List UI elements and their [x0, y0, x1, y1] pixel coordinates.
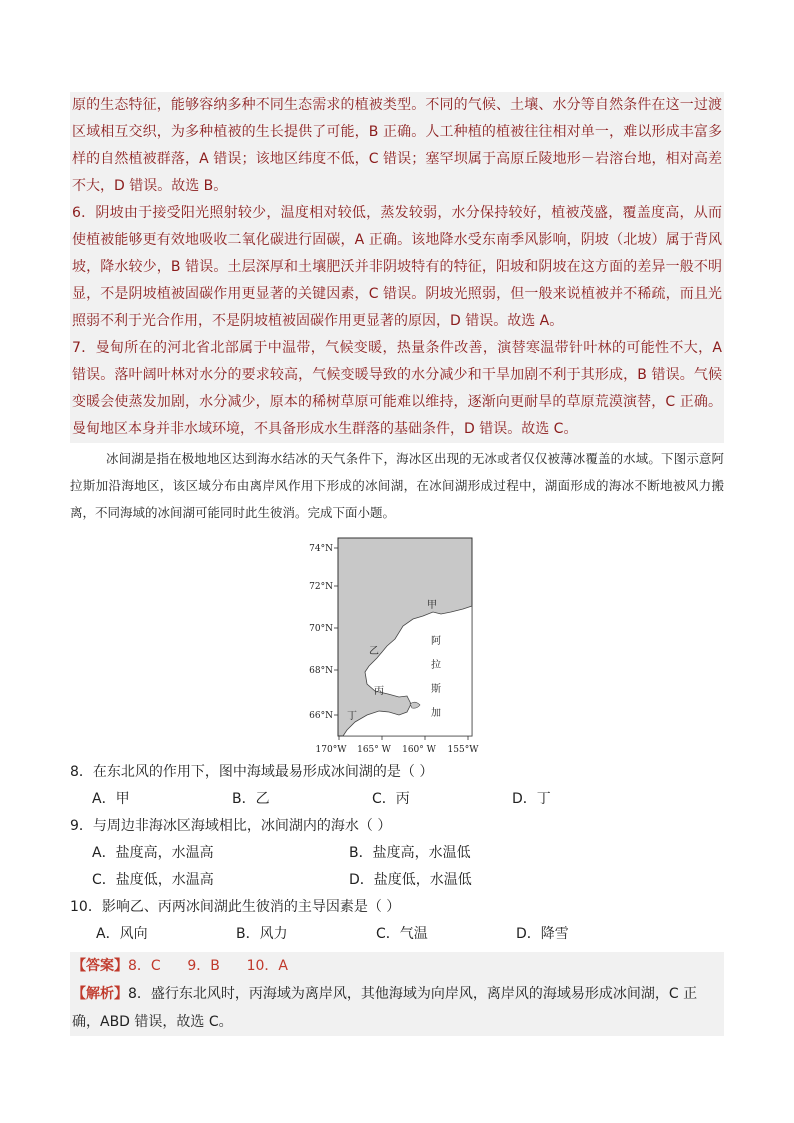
question-10 [70, 894, 724, 948]
option[interactable]: D．丁 [512, 791, 551, 807]
analysis-tag: 【解析】 [72, 986, 128, 1002]
marker-bing: 丙 [374, 686, 384, 697]
option[interactable]: C．丙 [372, 791, 410, 807]
lat-label: 68°N [309, 666, 333, 676]
option[interactable]: A．盐度高，水温高 [92, 845, 214, 861]
land-label-char: 斯 [431, 684, 441, 695]
question-stem: 9．与周边非海冰区海域相比，冰间湖内的海水（ ） [70, 818, 392, 834]
question-stem: 10．影响乙、丙两冰间湖此生彼消的主导因素是（ ） [70, 899, 401, 915]
option-row [70, 867, 724, 894]
option[interactable]: B．盐度高，水温低 [349, 845, 471, 861]
answer-line [72, 952, 722, 980]
alaska-map-figure [303, 534, 503, 759]
option[interactable]: C．气温 [376, 926, 428, 942]
alaska-map [303, 534, 503, 759]
explanation-paragraph: 7．曼甸所在的河北省北部属于中温带，气候变暖，热量条件改善，演替寒温带针叶林的可能性不大，A 错误。落叶阔叶林对水分的要求较高，气候变暖导致的水分减少和干旱加剧不利于其形成，B 错误。气候变暖会使蒸发加剧，水分减少，原本的稀树草原可能难以维持，逐渐向更耐旱的草原荒漠演替，C 正确。曼甸地区本身并非水域环境，不具备形成水生群落的基础条件，D 错误。故选 C。 [72, 340, 722, 437]
option[interactable]: D．降雪 [516, 926, 569, 942]
lat-label: 72°N [309, 582, 333, 592]
lon-label: 170°W [315, 745, 347, 755]
option-row [70, 786, 724, 813]
lat-label: 66°N [309, 711, 333, 721]
answer-text: 8．C 9．B 10．A [128, 958, 288, 974]
analysis-line [72, 980, 722, 1036]
question-9 [70, 813, 724, 894]
answer-analysis-block [70, 952, 724, 1036]
lon-label: 155°W [447, 745, 479, 755]
page-content [70, 92, 724, 1036]
option[interactable]: C．盐度低，水温高 [92, 872, 214, 888]
question-intro [70, 445, 724, 526]
lon-label: 165° W [357, 745, 391, 755]
option[interactable]: B．乙 [232, 791, 270, 807]
lat-label: 74°N [309, 544, 333, 554]
land-label-char: 加 [431, 708, 441, 719]
option-row [70, 840, 724, 867]
marker-ding: 丁 [347, 711, 357, 722]
option[interactable]: B．风力 [236, 926, 288, 942]
option[interactable]: D．盐度低，水温低 [349, 872, 472, 888]
explanation-paragraph: 6．阴坡由于接受阳光照射较少，温度相对较低，蒸发较弱，水分保持较好，植被茂盛，覆盖度高，从而使植被能够更有效地吸收二氧化碳进行固碳，A 正确。该地降水受东南季风影响，阴坡（北坡）属于背风坡，降水较少，B 错误。土层深厚和土壤肥沃并非阴坡特有的特征，阳坡和阴坡在这方面的差异一般不明显，不是阴坡植被固碳作用更显著的关键因素，C 错误。阴坡光照弱，但一般来说植被并不稀疏，而且光照弱不利于光合作用，不是阴坡植被固碳作用更显著的原因，D 错误。故选 A。 [72, 205, 722, 329]
answer-tag: 【答案】 [72, 958, 128, 974]
land-label-char: 拉 [431, 660, 441, 671]
option[interactable]: A．甲 [92, 791, 130, 807]
question-8 [70, 759, 724, 813]
explanation-block [70, 92, 724, 443]
marker-yi: 乙 [369, 646, 379, 657]
marker-jia: 甲 [427, 600, 437, 611]
option[interactable]: A．风向 [96, 926, 148, 942]
question-stem: 8．在东北风的作用下，图中海域最易形成冰间湖的是（ ） [70, 764, 434, 780]
option-row [70, 921, 724, 948]
lon-label: 160° W [402, 745, 436, 755]
intro-paragraph: 冰间湖是指在极地地区达到海水结冰的天气条件下，海冰区出现的无冰或者仅仅被薄冰覆盖的水域。下图示意阿拉斯加沿海地区，该区域分布由离岸风作用下形成的冰间湖，在冰间湖形成过程中，湖面形成的海冰不断地被风力搬离，不同海域的冰间湖可能同时此生彼消。完成下面小题。 [70, 451, 724, 520]
lat-label: 70°N [309, 624, 333, 634]
explanation-paragraph: 原的生态特征，能够容纳多种不同生态需求的植被类型。不同的气候、土壤、水分等自然条件在这一过渡区域相互交织，为多种植被的生长提供了可能，B 正确。人工种植的植被往往相对单一，难以形成丰富多样的自然植被群落，A 错误；该地区纬度不低，C 错误；塞罕坝属于高原丘陵地形－岩溶台地，相对高差不大，D 错误。故选 B。 [72, 97, 722, 194]
analysis-text: 8．盛行东北风时，丙海域为离岸风，其他海域为向岸风，离岸风的海域易形成冰间湖，C 正确，ABD 错误，故选 C。 [72, 986, 698, 1030]
land-label-char: 阿 [431, 636, 441, 647]
